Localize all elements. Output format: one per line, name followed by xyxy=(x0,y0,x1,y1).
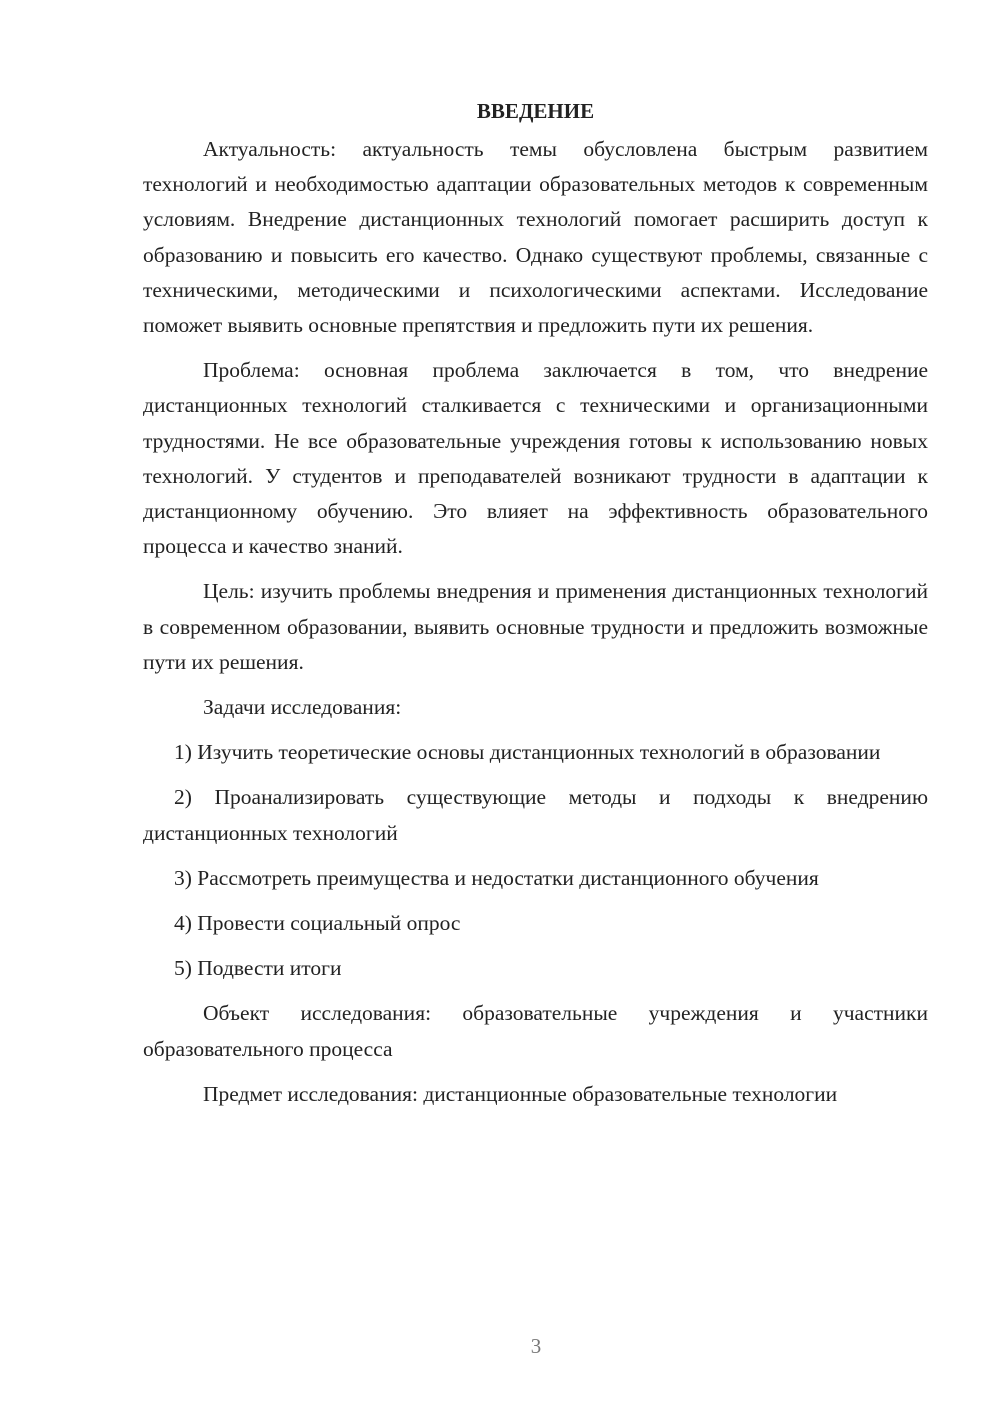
tasks-heading: Задачи исследования: xyxy=(203,695,402,720)
page-body xyxy=(143,96,928,1122)
task-item-4: 4) Провести социальный опрос xyxy=(174,911,461,936)
section-heading: ВВЕДЕНИЕ xyxy=(476,99,595,123)
task-item-5: 5) Подвести итоги xyxy=(174,956,342,981)
task-item-2: 2) Проанализировать существующие методы и подходы к внедрению дистанционных технологий xyxy=(143,785,928,845)
object-paragraph: Объект исследования: образовательные учреждения и участники образовательного процесса xyxy=(143,1001,928,1061)
task-item-3: 3) Рассмотреть преимущества и недостатки дистанционного обучения xyxy=(174,865,819,890)
page-number: 3 xyxy=(530,1334,542,1358)
goal-paragraph: Цель: изучить проблемы внедрения и применения дистанционных технологий в современном образовании, выявить основные трудности и предложить возможные пути их решения. xyxy=(143,579,928,674)
task-item-1: 1) Изучить теоретические основы дистанционных технологий в образовании xyxy=(174,740,881,765)
relevance-paragraph: Актуальность: актуальность темы обусловлена быстрым развитием технологий и необходимостью адаптации образовательных методов к современным условиям. Внедрение дистанционных технологий помогает расширить доступ к образованию и повысить его качество. Однако существуют проблемы, связанные с техническими, методическими и психологическими аспектами. Исследование поможет выявить основные препятствия и предложить пути их решения. xyxy=(143,137,928,338)
subject-paragraph: Предмет исследования: дистанционные образовательные технологии xyxy=(203,1081,838,1106)
problem-paragraph: Проблема: основная проблема заключается в том, что внедрение дистанционных технологий сталкивается с техническими и организационными трудностями. Не все образовательные учреждения готовы к использованию новых технологий. У студентов и преподавателей возникают трудности в адаптации к дистанционному обучению. Это влияет на эффективность образовательного процесса и качество знаний. xyxy=(143,358,928,559)
